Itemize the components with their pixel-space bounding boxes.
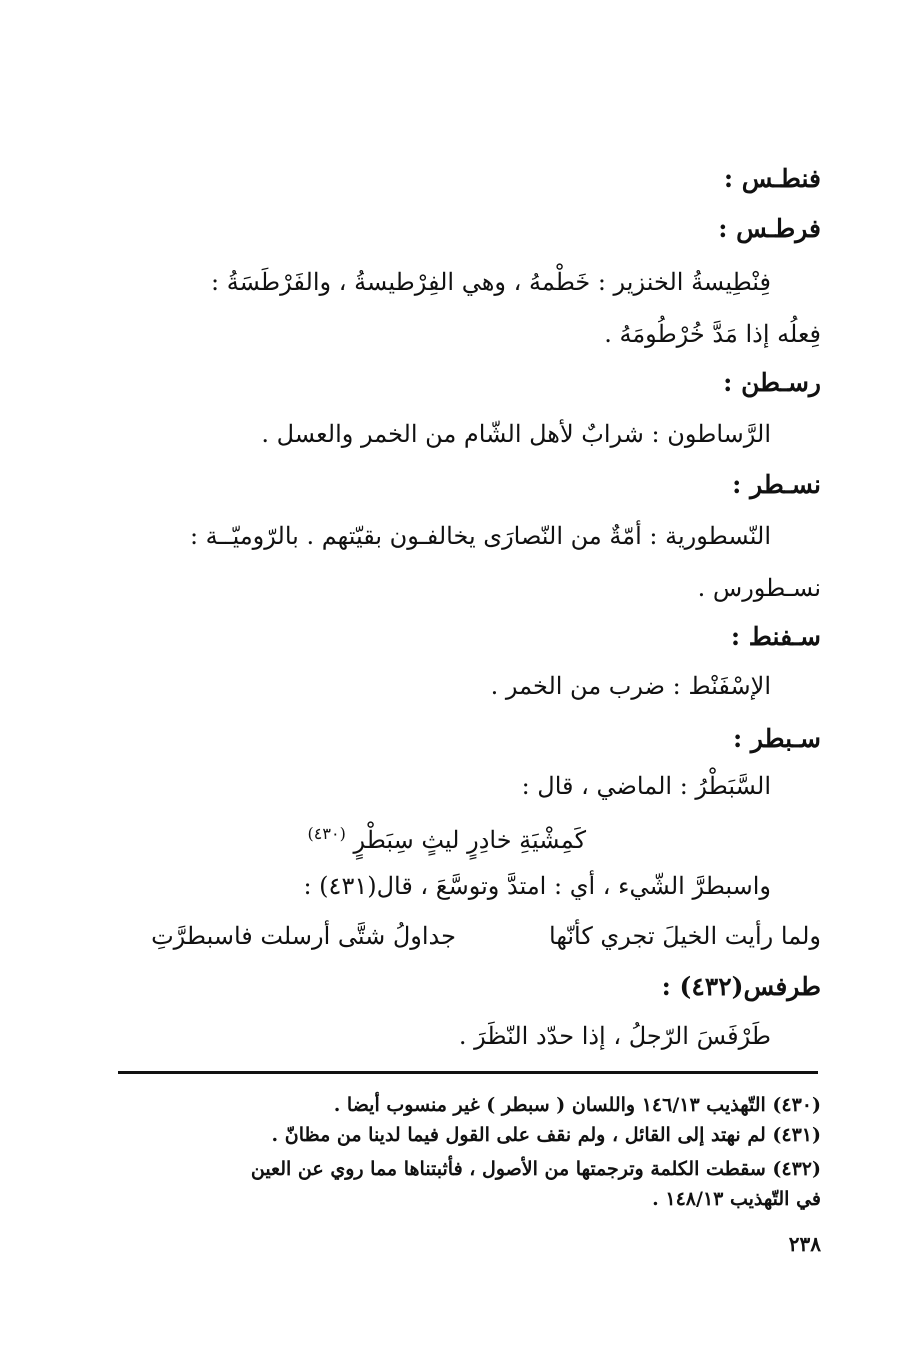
entry-text-nasturia: النّسطورية : أمّةٌ من النّصارَى يخالفـون بقيّتهم . بالرّوميّــة : [189, 522, 771, 550]
entry-heading-rstn: رسـطن : [723, 368, 821, 397]
entry-heading-sbtr: سـبطر : [732, 724, 821, 753]
entry-text-isbatarra: واسبطرَّ الشّيء ، أي : امتدَّ وتوسَّعَ ، قال(٤٣١) : [303, 872, 771, 900]
entry-text-nasturia-cont: نسـطورس . [697, 574, 821, 602]
entry-text-fintisa-cont: فِعلُه إذا مَدَّ خُرْطُومَهُ . [604, 320, 821, 348]
entry-heading-sfnt: سـفنط : [730, 622, 821, 651]
entry-text-fintisa: فِنْطِيسةُ الخنزير : خَطْمهُ ، وهي الفِرْطيسةُ ، والفَرْطَسَةُ : [211, 268, 771, 296]
entry-text-isfant: الإسْفَنْط : ضرب من الخمر . [490, 672, 771, 700]
entry-heading-nstr: نسـطر : [732, 470, 821, 499]
verse-2-second-hemistich: جداولُ شتَّى أرسلت فاسبطرَّتِ [151, 922, 456, 950]
footnote-separator [118, 1071, 818, 1074]
verse-1-footnote-ref: (٤٣٠) [307, 824, 346, 843]
verse-line-1 [0, 824, 586, 854]
footnote-432-cont: في التّهذيب ١٤٨/١٣ . [652, 1188, 821, 1210]
verse-1-text: كَمِشْيَةِ خادِرٍ ليثٍ سِبَطْرٍ [353, 826, 586, 854]
verse-2-first-hemistich: ولما رأيت الخيلَ تجري كأنّها [549, 922, 821, 950]
footnote-430: (٤٣٠) التّهذيب ١٤٦/١٣ واللسان ( سبطر ) غير منسوب أيضا . [333, 1094, 821, 1116]
entry-text-rasatun: الرَّساطون : شرابٌ لأهل الشّام من الخمر والعسل . [261, 420, 771, 448]
page-number: ٢٣٨ [788, 1232, 821, 1256]
entry-text-sabatr: السَّبَطْرُ : الماضي ، قال : [521, 772, 771, 800]
entry-heading-trfs: طرفس(٤٣٢) : [661, 972, 821, 1001]
footnote-431: (٤٣١) لم نهتد إلى القائل ، ولم نقف على القول فيما لدينا من مظانّ . [271, 1124, 821, 1146]
entry-heading-fnts: فنطـس : [723, 164, 821, 193]
entry-text-tarfasa: طَرْفَسَ الرّجلُ ، إذا حدّد النّظَرَ . [458, 1022, 771, 1050]
entry-heading-frts: فرطـس : [718, 214, 821, 243]
footnote-432: (٤٣٢) سقطت الكلمة وترجمتها من الأصول ، فأثبتناها مما روي عن العين [250, 1158, 821, 1180]
